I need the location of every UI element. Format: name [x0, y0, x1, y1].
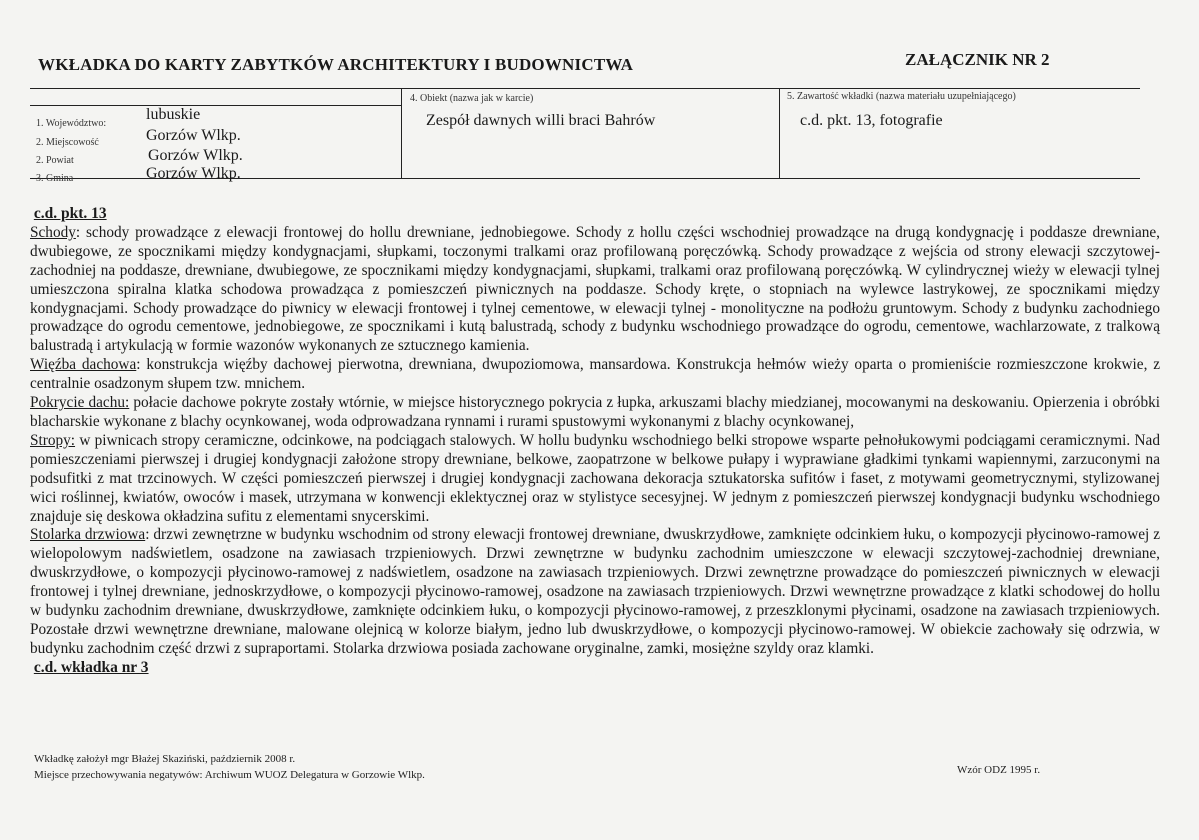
contents-label: 5. Zawartość wkładki (nazwa materiału uzupełniającego)	[787, 91, 1016, 102]
section-text: w piwnicach stropy ceramiczne, odcinkowe, na podciągach stalowych. W hollu budynku wschodniego belki stropowe wsparte pełnołukowymi podciągami ceramicznymi. Nad pomieszczeniami pierwszej i drugiej kondygnacji założone stropy drewniane, belkowe, zaopatrzone w belkowe pułapy i wyprawiane gładkimi tynkami wapiennymi, zarzuconymi na podsufitki z mat trzcinowych. W części pomieszczeń pierwszej i drugiej kondygnacji zachowana dekoracja sztukatorska sufitów i faset, z motywami geometrycznymi, stylizowanej wici roślinnej, kwiatów, owoców i masek, utrzymana w konwencji eklektycznej oraz w stylistyce secesyjnej. W jednym z pomieszczeń pierwszej kondygnacji budynku wschodniego znajduje się deskowa okładzina sufitu z elementami snycerskimi.	[30, 431, 1160, 525]
continuation-note: c.d. wkładka nr 3	[33, 658, 149, 676]
voivodeship-label: 1. Województwo:	[36, 118, 107, 129]
section-text: : drzwi zewnętrzne w budynku wschodnim od strony elewacji frontowej drewniane, dwuskrzydłowe, zamknięte odcinkiem łuku, o kompozycji płycinowo-ramowej z wielopolowym nadświetlem, osadzone na zawiasach trzpieniowych. Drzwi zewnętrzne w budynku zachodnim umieszczone w elewacji szczytowej-zachodniej drewniane, dwuskrzydłowe, o kompozycji płycinowo-ramowej z nadświetlem, osadzone na zawiasach trzpieniowych. Drzwi zewnętrzne prowadzące do pomieszczeń piwnicznych w elewacji frontowej i tylnej drewniane, jednoskrzydłowe, o kompozycji płycinowo-ramowej, osadzone na zawiasach trzpieniowych. Drzwi wewnętrzne prowadzące z klatki schodowej do hollu w budynku zachodnim drewniane, dwuskrzydłowe, zamknięte odcinkiem łuku, o kompozycji płycinowo-ramowej, z przeszklonymi płycinami, osadzone na zawiasach trzpieniowych. Pozostałe drzwi wewnętrzne drewniane, malowane olejnicą w kolorze białym, jedno lub dwuskrzydłowe, o kompozycji płycinowo-ramowej. W obiekcie zachowały się odrzwia, w budynku zachodnim część drzwi z supraportami. Stolarka drzwiowa posiada zachowane oryginalne, zamki, mosiężne szyldy oraz klamki.	[30, 526, 1160, 657]
section-heading: c.d. pkt. 13	[33, 205, 107, 222]
town-label: 2. Miejscowość	[36, 137, 99, 148]
footer-template: Wzór ODZ 1995 r.	[957, 764, 1041, 776]
footer-author: Wkładkę założył mgr Błażej Skaziński, październik 2008 r.	[34, 753, 296, 765]
section-title: Więźba dachowa	[30, 356, 137, 374]
county-label: 2. Powiat	[36, 155, 74, 166]
section-title: Stropy:	[30, 431, 76, 449]
column-divider-1	[401, 88, 402, 178]
section-ceilings	[30, 432, 1160, 527]
section-roofing	[30, 394, 1160, 432]
table-top-rule	[30, 88, 1140, 89]
section-doors	[30, 526, 1160, 658]
commune-value: Gorzów Wlkp.	[146, 165, 241, 182]
section-roof-truss	[30, 356, 1160, 394]
object-label: 4. Obiekt (nazwa jak w karcie)	[410, 93, 534, 104]
section-stairs	[30, 224, 1160, 356]
location-rule	[30, 105, 401, 106]
section-title: Stolarka drzwiowa	[30, 526, 146, 544]
section-title: Pokrycie dachu:	[30, 394, 130, 412]
section-text: : konstrukcja więźby dachowej pierwotna, drewniana, dwupoziomowa, mansardowa. Konstrukcja hełmów wieży oparta o promieniście rozmieszczone krokwie, z centralnie osadzonym słupem tzw. mnichem.	[30, 356, 1161, 393]
object-value: Zespół dawnych willi braci Bahrów	[426, 112, 656, 129]
voivodeship-value: lubuskie	[146, 106, 201, 123]
document-title: WKŁADKA DO KARTY ZABYTKÓW ARCHITEKTURY I BUDOWNICTWA	[38, 55, 634, 74]
town-value: Gorzów Wlkp.	[146, 127, 241, 144]
annex-number: ZAŁĄCZNIK NR 2	[905, 50, 1050, 69]
section-text: : schody prowadzące z elewacji frontowej do hollu drewniane, jednobiegowe. Schody z hollu części wschodniej prowadzące na drugą kondygnację i poddasze drewniane, dwubiegowe, ze spocznikami między kondygnacjami, słupkami, toczonymi tralkami oraz profilowaną poręczówką. Schody prowadzące z wejścia od strony elewacji szczytowej-zachodniej na poddasze, drewniane, dwubiegowe, ze spocznikami między kondygnacjami, słupkami, tralkami oraz profilowaną poręczówką. W cylindrycznej wieży w elewacji tylnej umieszczona spiralna klatka schodowa prowadząca z pomieszczeń piwnicznych na poddasze. Schody kręte, o stopniach na wylewce lastrykowej, ze spocznikami między kondygnacjami. Schody prowadzące do piwnicy w elewacji frontowej i tylnej cementowe, w elewacji tylnej - monolityczne na podłożu gruntowym. Schody z budynku zachodniego prowadzące do ogrodu cementowe, jednobiegowe, ze spocznikami i kutą balustradą, schody z budynku wschodniego prowadzące do ogrodu, cementowe, wachlarzowate, z tralkową balustradą i artykulacją w formie wazonów wykonanych ze sztucznego kamienia.	[30, 223, 1160, 355]
contents-value: c.d. pkt. 13, fotografie	[800, 112, 943, 129]
section-text: połacie dachowe pokryte zostały wtórnie, w miejsce historycznego pokrycia z łupka, arkuszami blachy miedzianej, mocowanymi na deskowaniu. Opierzenia i obróbki blacharskie wykonane z blachy ocynkowanej, woda odprowadzana rynnami i rurami spustowymi wykonanymi z blachy ocynkowanej,	[30, 394, 1160, 430]
body-text	[30, 205, 1160, 678]
footer-negatives: Miejsce przechowywania negatywów: Archiwum WUOZ Delegatura w Gorzowie Wlkp.	[34, 769, 425, 781]
commune-label: 3. Gmina	[36, 173, 74, 184]
section-title: Schody	[30, 223, 76, 241]
column-divider-2	[779, 88, 780, 178]
county-value: Gorzów Wlkp.	[148, 147, 243, 164]
